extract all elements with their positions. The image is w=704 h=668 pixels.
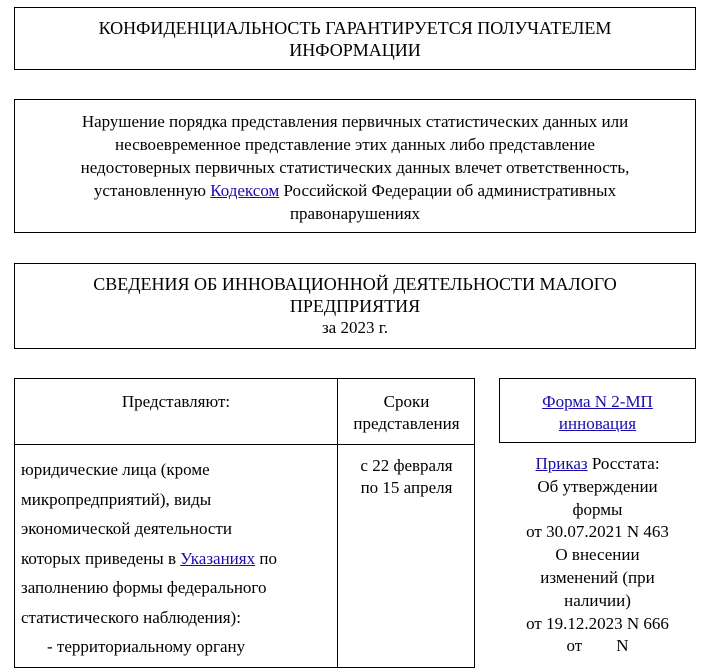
submitters-table	[14, 378, 475, 668]
confidentiality-notice	[14, 7, 696, 70]
deadlines-cell	[338, 455, 475, 499]
submitters-line-3: экономической деятельности	[21, 519, 232, 538]
order-line-1-post: Росстата:	[587, 454, 660, 473]
violation-line-3: недостоверных первичных статистических данных влечет ответственность,	[80, 158, 630, 177]
submitters-line-1: юридические лица (кроме	[21, 460, 210, 479]
order-line-5: О внесении	[555, 545, 640, 565]
form-number-box	[499, 378, 696, 443]
form-number-link[interactable]	[542, 391, 653, 435]
order-link[interactable]: Приказ	[535, 454, 588, 473]
violation-line-4-pre: установленную	[93, 181, 211, 200]
violation-line-4-post: Российской Федерации об административных	[279, 181, 617, 200]
code-link[interactable]: Кодексом	[210, 181, 280, 200]
title-line-1: СВЕДЕНИЯ ОБ ИННОВАЦИОННОЙ ДЕЯТЕЛЬНОСТИ МАЛОГО	[93, 274, 617, 294]
order-line-3: формы	[572, 499, 623, 519]
table-header-divider	[15, 444, 474, 445]
submitters-cell	[21, 455, 333, 662]
violation-line-1: Нарушение порядка представления первичных статистических данных или	[81, 112, 629, 131]
submitters-line-6: статистического наблюдения):	[21, 607, 241, 627]
header-deadlines-line-2: представления	[353, 414, 460, 433]
header-deadlines	[338, 391, 475, 435]
order-info	[499, 453, 696, 658]
submitters-line-5: заполнению формы федерального	[21, 578, 267, 597]
submitters-line-2: микропредприятий), виды	[21, 489, 212, 509]
submitters-line-4-pre: которых приведены в	[21, 548, 181, 568]
deadline-line-2: по 15 апреля	[360, 478, 453, 497]
form-line-1: Форма N 2-МП	[542, 392, 653, 411]
submitters-line-4-post: по	[255, 548, 277, 568]
document-title	[14, 263, 696, 349]
confidentiality-line-1: КОНФИДЕНЦИАЛЬНОСТЬ ГАРАНТИРУЕТСЯ ПОЛУЧАТЕЛЕМ	[98, 18, 612, 38]
instructions-link[interactable]: Указаниях	[180, 548, 256, 568]
confidentiality-line-2: ИНФОРМАЦИИ	[289, 40, 421, 60]
violation-line-2: несвоевременное представление этих данных либо представление	[115, 135, 595, 154]
violation-notice	[14, 99, 696, 233]
submitters-line-4	[21, 544, 333, 574]
violation-line-5: правонарушениях	[289, 204, 421, 223]
header-submitters: Представляют:	[121, 392, 231, 411]
order-line-9: от N	[566, 636, 629, 656]
title-line-2: ПРЕДПРИЯТИЯ	[289, 296, 421, 316]
header-deadlines-line-1: Сроки	[383, 392, 430, 411]
submitters-line-7: - территориальному органу	[47, 637, 246, 656]
order-line-2: Об утверждении	[537, 476, 658, 496]
form-line-2: инновация	[558, 414, 637, 433]
violation-line-4	[15, 179, 695, 202]
order-line-8: от 19.12.2023 N 666	[526, 613, 669, 633]
order-line-1	[499, 453, 696, 476]
order-line-6: изменений (при	[540, 567, 655, 587]
deadline-line-1: с 22 февраля	[360, 456, 453, 475]
title-period: за 2023 г.	[321, 318, 389, 337]
order-line-4: от 30.07.2021 N 463	[526, 522, 669, 542]
order-line-7: наличии)	[564, 590, 631, 610]
